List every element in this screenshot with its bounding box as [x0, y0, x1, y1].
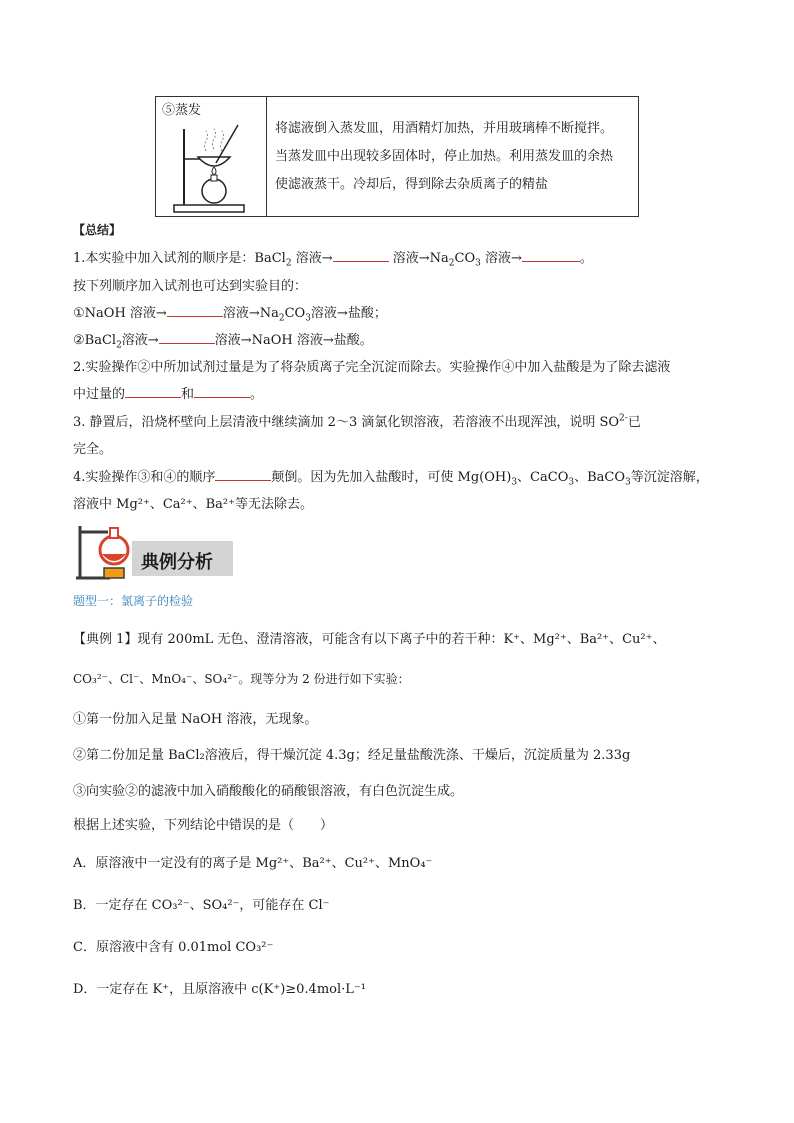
evaporation-apparatus-icon	[162, 117, 258, 217]
experiment-step-2: ②第二份加足量 BaCl₂溶液后，得干燥沉淀 4.3g；经足量盐酸洗涤、干燥后，沉淀质量为 2.33g	[73, 748, 631, 763]
step-line: 当蒸发皿中出现较多固体时，停止加热。利用蒸发皿的余热	[275, 149, 614, 164]
option-a[interactable]: A．原溶液中一定没有的离子是 Mg²⁺、Ba²⁺、Cu²⁺、MnO₄⁻	[73, 856, 433, 871]
summary-line-6: 中过量的 和 。	[73, 387, 264, 402]
answer-blank[interactable]	[125, 385, 181, 398]
summary-line-4: ②BaCl$_2$溶液→ 溶液→NaOH 溶液→盐酸。	[73, 333, 373, 351]
summary-line-3: ①NaOH 溶液→ 溶液$\to Na_2CO_3$溶液→盐酸；	[73, 306, 387, 324]
option-d[interactable]: D．一定存在 K⁺，且原溶液中 c(K⁺)≥0.4mol·L⁻¹	[73, 982, 366, 997]
answer-blank[interactable]	[159, 331, 215, 344]
answer-blank[interactable]	[522, 249, 580, 262]
step-title: ⑤蒸发	[162, 103, 202, 118]
summary-line-9: 4.实验操作③和④的顺序 颠倒。因为先加入盐酸时，可使 $Mg(OH)_3$、CaCO$_3$、BaCO$_3$等沉淀溶解，	[73, 470, 709, 488]
step-line: 使滤液蒸干。冷却后，得到除去杂质离子的精盐	[275, 177, 549, 192]
experiment-step-1: ①第一份加入足量 NaOH 溶液，无现象。	[73, 712, 318, 727]
answer-blank[interactable]	[194, 385, 250, 398]
option-b[interactable]: B．一定存在 CO₃²⁻、SO₄²⁻，可能存在 Cl⁻	[73, 898, 330, 913]
option-c[interactable]: C．原溶液中含有 0.01mol CO₃²⁻	[73, 940, 274, 955]
step-description-cell	[267, 97, 638, 216]
summary-line-2: 按下列顺序加入试剂也可达到实验目的：	[73, 279, 308, 294]
step-line: 将滤液倒入蒸发皿，用酒精灯加热，并用玻璃棒不断搅拌。	[275, 121, 614, 136]
step-illustration-cell	[156, 97, 267, 216]
lab-flask-icon	[74, 522, 136, 580]
answer-blank[interactable]	[167, 304, 223, 317]
answer-blank[interactable]	[333, 249, 389, 262]
example-question-line-2: CO₃²⁻、Cl⁻、MnO₄⁻、SO₄²⁻。现等分为 2 份进行如下实验：	[73, 672, 410, 686]
summary-line-10: 溶液中 Mg²⁺、Ca²⁺、Ba²⁺等无法除去。	[73, 497, 313, 512]
summary-line-5: 2.实验操作②中所加试剂过量是为了将杂质离子完全沉淀而除去。实验操作④中加入盐酸是为了除去滤液	[73, 360, 671, 375]
experiment-step-3: ③向实验②的滤液中加入硝酸酸化的硝酸银溶液，有白色沉淀生成。	[73, 784, 464, 799]
answer-blank[interactable]	[215, 468, 271, 481]
summary-line-7: 3. 静置后，沿烧杯壁向上层清液中继续滴加 2～3 滴氯化钡溶液，若溶液不出现浑浊，说明 $SO^{2-}$已	[73, 413, 641, 430]
summary-line-1: 1.本实验中加入试剂的顺序是：BaCl$_2$ 溶液→ 溶液$\to Na_2CO_3$ 溶液→ 。	[73, 251, 593, 269]
question-prompt: 根据上述实验，下列结论中错误的是（ ）	[73, 818, 334, 833]
example-question-line-1: 【典例 1】现有 200mL 无色、澄清溶液，可能含有以下离子中的若干种：K⁺、Mg²⁺、Ba²⁺、Cu²⁺、	[73, 632, 666, 647]
summary-line-8: 完全。	[73, 442, 113, 457]
question-type-label: 题型一：氯离子的检验	[73, 594, 194, 608]
section-header: 典例分析	[141, 552, 213, 573]
summary-label: 【总结】	[73, 223, 122, 237]
evaporation-step-table	[155, 96, 639, 217]
